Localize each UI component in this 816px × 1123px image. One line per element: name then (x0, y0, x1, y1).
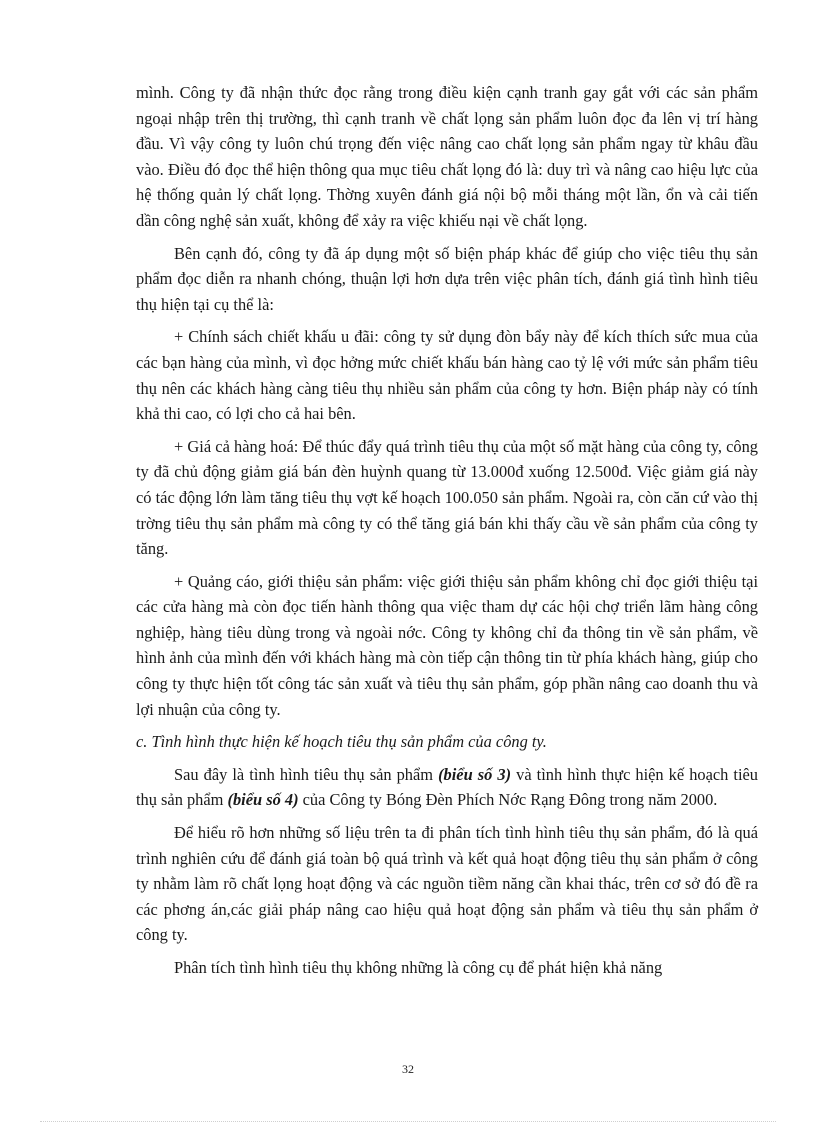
bieu-so-3: (biểu số 3) (438, 764, 512, 784)
paragraph-2: Bên cạnh đó, công ty đã áp dụng một số biện pháp khác để giúp cho việc tiêu thụ sản phẩm đọc diễn ra nhanh chóng, thuận lợi hơn dựa trên việc phân tích, đánh giá tình hình tiêu thụ hiện tại cụ thể là: (136, 243, 758, 314)
paragraph-analysis: Để hiểu rõ hơn những số liệu trên ta đi phân tích tình hình tiêu thụ sản phẩm, đó là quá trình nghiên cứu để đánh giá toàn bộ quá trình và kết quả hoạt động tiêu thụ sản phẩm ở công ty nhằm làm rõ chất lọng hoạt động và các nguồn tiềm năng cần khai thác, trên cơ sở đó đề ra các phơng án,các giải pháp nâng cao hiệu quả hoạt động sản phẩm và tiêu thụ sản phẩm ở công ty. (136, 823, 758, 945)
document-page (136, 80, 758, 988)
paragraph-discount-policy: + Chính sách chiết khấu u đãi: công ty sử dụng đòn bẩy này để kích thích sức mua của các bạn hàng của mình, vì đọc hởng mức chiết khấu bán hàng cao tỷ lệ với mức sản phẩm tiêu thụ nên các khách hàng càng tiêu thụ nhiều sản phẩm của công ty hơn. Biện pháp này có tính khả thi cao, có lợi cho cả hai bên. (136, 327, 758, 424)
page-number: 32 (402, 1062, 414, 1076)
paragraph-1: mình. Công ty đã nhận thức đọc rằng trong điều kiện cạnh tranh gay gắt với các sản phẩm ngoại nhập trên thị trường, thì cạnh tranh về chất lọng sản phẩm luôn đọc đa lên vị trí hàng đầu. Vì vậy công ty luôn chú trọng đến việc nâng cao chất lọng sản phẩm ngay từ khâu đầu vào. Điều đó đọc thể hiện thông qua mục tiêu chất lọng đó là: duy trì và nâng cao hiệu lực của hệ thống quản lý chất lọng. Thờng xuyên đánh giá nội bộ mỗi tháng một lần, ổn và cải tiến dần công nghệ sản xuất, không để xảy ra việc khiếu nại về chất lọng. (136, 83, 758, 230)
paragraph-advertising: + Quảng cáo, giới thiệu sản phẩm: việc giới thiệu sản phẩm không chỉ đọc giới thiệu tại các cửa hàng mà còn đọc tiến hành thông qua việc tham dự các hội chợ triển lãm hàng công nghiệp, hàng tiêu dùng trong và ngoài nớc. Công ty không chỉ đa thông tin về sản phẩm, về hình ảnh của mình đến với khách hàng mà còn tiếp cận thông tin từ phía khách hàng, giúp cho công ty thực hiện tốt công tác sản xuất và tiêu thụ sản phẩm, góp phần nâng cao doanh thu và lợi nhuận của công ty. (136, 571, 758, 719)
bieu-text-1: Sau đây là tình hình tiêu thụ sản phẩm (174, 764, 439, 784)
paragraph-last: Phân tích tình hình tiêu thụ không những là công cụ để phát hiện khả năng (174, 958, 663, 977)
paragraph-pricing: + Giá cả hàng hoá: Để thúc đẩy quá trình tiêu thụ của một số mặt hàng của công ty, công ty đã chủ động giảm giá bán đèn huỳnh quang từ 13.000đ xuống 12.500đ. Việc giảm giá này có tác động lớn làm tăng tiêu thụ vợt kế hoạch 100.050 sản phẩm. Ngoài ra, còn căn cứ vào thị trờng tiêu thụ sản phẩm mà công ty có thể tăng giá bán khi thấy cầu về sản phẩm của công ty tăng. (136, 436, 758, 559)
section-heading: c. Tình hình thực hiện kế hoạch tiêu thụ sản phẩm của công ty. (136, 732, 547, 752)
bieu-text-2: và tình hình thực hiện kế hoạch tiêu thụ sản phẩm (136, 764, 759, 810)
bieu-text-3: của Công ty Bóng Đèn Phích Nớc Rạng Đông trong năm 2000. (298, 790, 718, 810)
paragraph-bieu-reference (136, 762, 758, 813)
page-bottom-divider (40, 1121, 776, 1122)
bieu-so-4: (biểu số 4) (227, 790, 299, 810)
